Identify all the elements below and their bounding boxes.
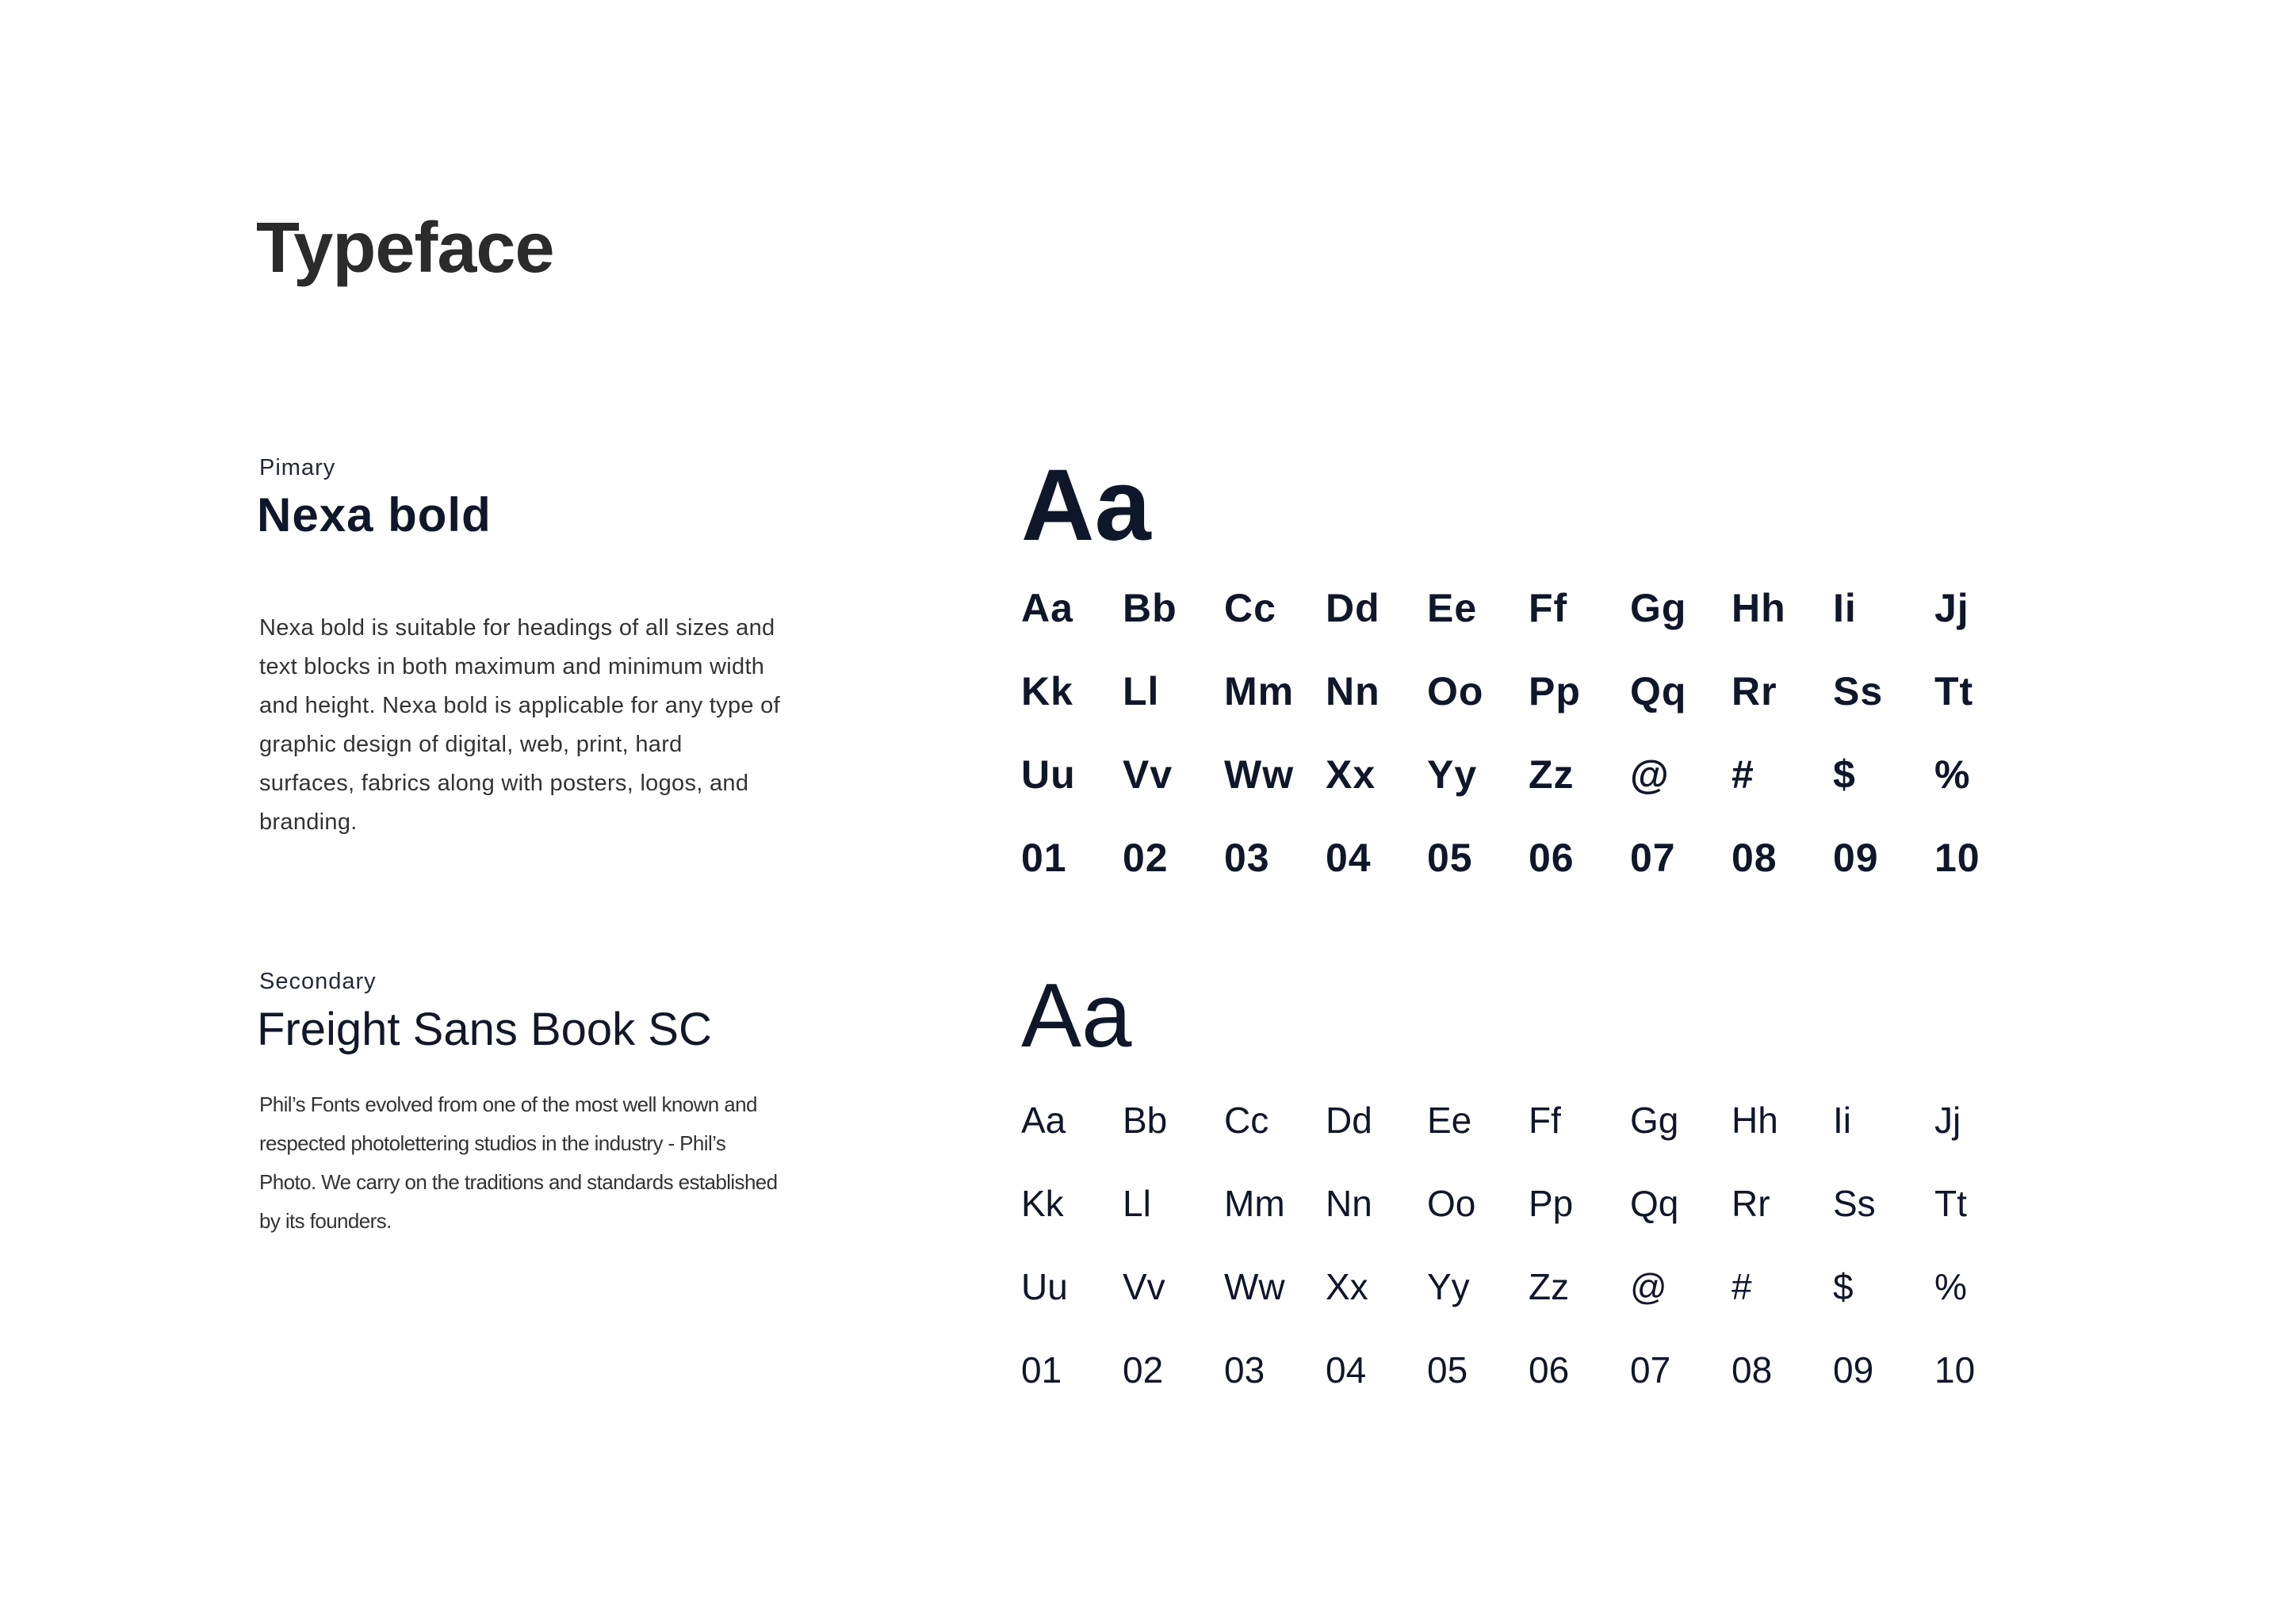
secondary-glyph-cell: Zz bbox=[1529, 1266, 1570, 1307]
primary-glyph-cell: Ff bbox=[1529, 586, 1568, 630]
primary-glyph-cell: % bbox=[1934, 752, 1971, 797]
primary-glyph-cell: Aa bbox=[1021, 586, 1073, 630]
secondary-glyph-cell: Qq bbox=[1630, 1183, 1679, 1224]
primary-font-name: Nexa bold bbox=[257, 488, 492, 541]
primary-glyph-cell: 08 bbox=[1732, 836, 1777, 880]
secondary-glyph-cell: 04 bbox=[1326, 1349, 1367, 1391]
secondary-glyph-cell: Mm bbox=[1224, 1183, 1285, 1224]
secondary-glyph-cell: Ll bbox=[1123, 1183, 1151, 1224]
secondary-glyph-cell: Aa bbox=[1021, 1100, 1066, 1141]
primary-glyph-cell: 01 bbox=[1021, 836, 1067, 880]
primary-glyph-cell: Nn bbox=[1326, 669, 1380, 714]
secondary-glyph-cell: Jj bbox=[1934, 1100, 1961, 1141]
secondary-glyph-cell: Pp bbox=[1529, 1183, 1574, 1224]
primary-glyph-cell: Cc bbox=[1224, 586, 1276, 630]
primary-glyph-cell: Ll bbox=[1123, 669, 1160, 714]
secondary-glyph-cell: Dd bbox=[1326, 1100, 1372, 1141]
primary-glyph-cell: Dd bbox=[1326, 586, 1380, 630]
secondary-label: Secondary bbox=[259, 969, 377, 994]
page-title: Typeface bbox=[256, 209, 554, 288]
primary-glyph-cell: Xx bbox=[1326, 752, 1376, 797]
primary-glyph-cell: 03 bbox=[1224, 836, 1270, 880]
secondary-glyph-cell: Uu bbox=[1021, 1266, 1068, 1307]
primary-glyph-cell: Hh bbox=[1732, 586, 1786, 630]
primary-glyph-cell: Kk bbox=[1021, 669, 1073, 714]
primary-glyph-cell: 04 bbox=[1326, 836, 1372, 880]
secondary-glyph-cell: Yy bbox=[1427, 1266, 1470, 1307]
secondary-sample-glyph: Aa bbox=[1021, 966, 1132, 1066]
secondary-glyph-cell: Nn bbox=[1326, 1183, 1372, 1224]
primary-label: Pimary bbox=[259, 455, 336, 480]
secondary-glyph-cell: 08 bbox=[1732, 1349, 1773, 1391]
secondary-glyph-cell: 10 bbox=[1934, 1349, 1976, 1391]
primary-glyph-cell: Ee bbox=[1427, 586, 1478, 630]
primary-glyph-cell: Tt bbox=[1934, 669, 1974, 714]
primary-sample-glyph: Aa bbox=[1021, 449, 1151, 562]
secondary-glyph-cell: 02 bbox=[1123, 1349, 1164, 1391]
primary-glyph-cell: 02 bbox=[1123, 836, 1169, 880]
secondary-glyph-grid bbox=[1021, 1102, 2036, 1435]
secondary-glyph-cell: Ff bbox=[1529, 1100, 1561, 1141]
primary-glyph-cell: 07 bbox=[1630, 836, 1676, 880]
secondary-glyph-cell: Ii bbox=[1833, 1100, 1851, 1141]
secondary-glyph-cell: 09 bbox=[1833, 1349, 1874, 1391]
primary-glyph-cell: $ bbox=[1833, 752, 1856, 797]
secondary-glyph-cell: # bbox=[1732, 1266, 1752, 1307]
primary-glyph-cell: @ bbox=[1630, 752, 1670, 797]
primary-glyph-cell: Gg bbox=[1630, 586, 1687, 630]
primary-glyph-cell: Qq bbox=[1630, 669, 1687, 714]
secondary-glyph-cell: Ee bbox=[1427, 1100, 1472, 1141]
primary-glyph-grid bbox=[1021, 588, 2036, 921]
primary-glyph-cell: Oo bbox=[1427, 669, 1484, 714]
primary-glyph-cell: Ww bbox=[1224, 752, 1295, 797]
secondary-description: Phil’s Fonts evolved from one of the most well known and respected photolettering studios in the industry - Phil’s Photo. We carry on the traditions and standards established by its founders. bbox=[259, 1092, 778, 1233]
secondary-glyph-cell: Bb bbox=[1123, 1100, 1168, 1141]
secondary-glyph-cell: Rr bbox=[1732, 1183, 1770, 1224]
secondary-glyph-cell: Cc bbox=[1224, 1100, 1269, 1141]
secondary-glyph-cell: 05 bbox=[1427, 1349, 1468, 1391]
secondary-glyph-cell: $ bbox=[1833, 1266, 1854, 1307]
primary-glyph-cell: Ss bbox=[1833, 669, 1884, 714]
primary-glyph-cell: Bb bbox=[1123, 586, 1177, 630]
secondary-font-name: Freight Sans Book SC bbox=[257, 1004, 712, 1055]
secondary-glyph-cell: Oo bbox=[1427, 1183, 1476, 1224]
primary-glyph-cell: Ii bbox=[1833, 586, 1857, 630]
primary-glyph-cell: Pp bbox=[1529, 669, 1581, 714]
primary-glyph-cell: Uu bbox=[1021, 752, 1076, 797]
secondary-glyph-cell: Ww bbox=[1224, 1266, 1285, 1307]
secondary-glyph-cell: 07 bbox=[1630, 1349, 1671, 1391]
secondary-glyph-cell: @ bbox=[1630, 1266, 1667, 1307]
primary-description: Nexa bold is suitable for headings of all sizes and text blocks in both maximum and minimum width and height. Nexa bold is applicable for any type of graphic design of digital, web, print, hard surfaces, fabrics along with posters, logos, and branding. bbox=[259, 615, 780, 835]
secondary-glyph-cell: Hh bbox=[1732, 1100, 1778, 1141]
primary-glyph-cell: Yy bbox=[1427, 752, 1478, 797]
primary-glyph-cell: 10 bbox=[1934, 836, 1980, 880]
secondary-glyph-cell: Xx bbox=[1326, 1266, 1368, 1307]
secondary-glyph-cell: Vv bbox=[1123, 1266, 1165, 1307]
secondary-glyph-cell: % bbox=[1934, 1266, 1967, 1307]
secondary-glyph-cell: Kk bbox=[1021, 1183, 1064, 1224]
primary-glyph-cell: Jj bbox=[1934, 586, 1969, 630]
secondary-glyph-cell: 01 bbox=[1021, 1349, 1062, 1391]
primary-glyph-cell: Mm bbox=[1224, 669, 1295, 714]
secondary-glyph-cell: Tt bbox=[1934, 1183, 1967, 1224]
primary-glyph-cell: Rr bbox=[1732, 669, 1777, 714]
primary-glyph-cell: # bbox=[1732, 752, 1755, 797]
secondary-glyph-cell: 03 bbox=[1224, 1349, 1265, 1391]
secondary-glyph-cell: Ss bbox=[1833, 1183, 1876, 1224]
secondary-glyph-cell: Gg bbox=[1630, 1100, 1679, 1141]
primary-glyph-cell: Vv bbox=[1123, 752, 1173, 797]
primary-glyph-cell: Zz bbox=[1529, 752, 1575, 797]
primary-glyph-cell: 09 bbox=[1833, 836, 1879, 880]
secondary-glyph-cell: 06 bbox=[1529, 1349, 1570, 1391]
primary-glyph-cell: 05 bbox=[1427, 836, 1473, 880]
primary-glyph-cell: 06 bbox=[1529, 836, 1575, 880]
